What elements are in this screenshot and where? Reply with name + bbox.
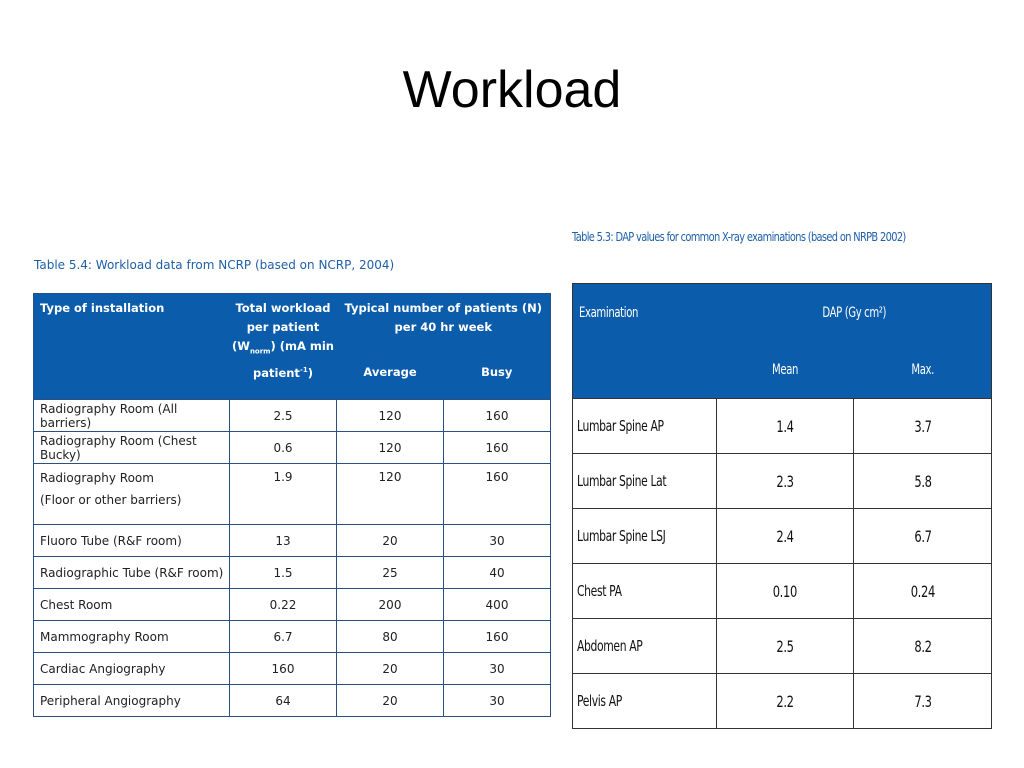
row-workload: 13 [230,525,337,557]
row-mean: 1.4 [717,399,854,454]
header-patients: Typical number of patients (N) per 40 hr week [344,301,543,334]
header-max: Max. [910,361,934,378]
row-mean: 2.4 [717,509,854,564]
row-mean: 2.3 [717,454,854,509]
table-row [573,399,992,454]
table1-caption: Table 5.4: Workload data from NCRP (based on NCRP, 2004) [34,258,395,272]
row-average: 25 [337,557,444,589]
row-average: 120 [337,464,444,525]
row-exam: Abdomen AP [573,619,717,674]
row-type: Fluoro Tube (R&F room) [34,525,230,557]
row-type: Peripheral Angiography [34,685,230,717]
row-type: Chest Room [34,589,230,621]
row-exam: Pelvis AP [573,674,717,729]
table-row [34,621,551,653]
slide-title: Workload [402,61,622,119]
header-busy: Busy [481,364,513,379]
row-type: Cardiac Angiography [34,653,230,685]
row-average: 20 [337,685,444,717]
header-mean: Mean [771,361,799,378]
row-max: 3.7 [854,399,992,454]
row-type: Radiography Room (All barriers) [34,400,230,432]
table-row [34,400,551,432]
table-row [573,509,992,564]
row-workload: 64 [230,685,337,717]
table-row [34,653,551,685]
table-row [573,564,992,619]
row-busy: 30 [444,685,551,717]
table-row [573,619,992,674]
row-workload: 6.7 [230,621,337,653]
row-busy: 400 [444,589,551,621]
row-type: Mammography Room [34,621,230,653]
row-mean: 0.10 [717,564,854,619]
header-dap: DAP (Gy cm²) [821,304,886,321]
row-average: 20 [337,653,444,685]
row-max: 5.8 [854,454,992,509]
row-workload: 0.6 [230,432,337,464]
row-exam: Lumbar Spine AP [573,399,717,454]
row-workload: 0.22 [230,589,337,621]
workload-table [33,293,551,717]
header-type: Type of installation [40,301,165,315]
row-exam: Lumbar Spine Lat [573,454,717,509]
row-average: 80 [337,621,444,653]
row-exam: Lumbar Spine LSJ [573,509,717,564]
table-row [34,685,551,717]
row-busy: 160 [444,464,551,525]
row-workload: 160 [230,653,337,685]
row-average: 20 [337,525,444,557]
row-type: Radiography Room (Chest Bucky) [34,432,230,464]
row-workload: 2.5 [230,400,337,432]
row-average: 120 [337,400,444,432]
row-max: 8.2 [854,619,992,674]
row-mean: 2.2 [717,674,854,729]
table-row [573,454,992,509]
table-row [34,589,551,621]
table2-caption: Table 5.3: DAP values for common X-ray examinations (based on NRPB 2002) [572,230,906,244]
row-exam: Chest PA [573,564,717,619]
row-busy: 40 [444,557,551,589]
row-busy: 160 [444,621,551,653]
row-busy: 30 [444,525,551,557]
row-busy: 160 [444,400,551,432]
row-max: 0.24 [854,564,992,619]
header-workload: Total workload per patient $(W_{norm})$ (mA min patient$^{-1}$) [231,301,334,381]
row-workload: 1.5 [230,557,337,589]
dap-table [572,283,992,729]
row-max: 6.7 [854,509,992,564]
table-row [573,674,992,729]
row-max: 7.3 [854,674,992,729]
row-mean: 2.5 [717,619,854,674]
table-row [34,525,551,557]
header-empty [573,341,717,399]
row-type: Radiography Room (Floor or other barriers) [34,464,230,525]
row-workload: 1.9 [230,464,337,525]
row-average: 200 [337,589,444,621]
header-average: Average [363,364,417,379]
header-examination: Examination [579,304,639,321]
table-row [34,464,551,525]
table-row [34,432,551,464]
row-busy: 30 [444,653,551,685]
table-row [34,557,551,589]
row-type: Radiographic Tube (R&F room) [34,557,230,589]
row-busy: 160 [444,432,551,464]
row-average: 120 [337,432,444,464]
